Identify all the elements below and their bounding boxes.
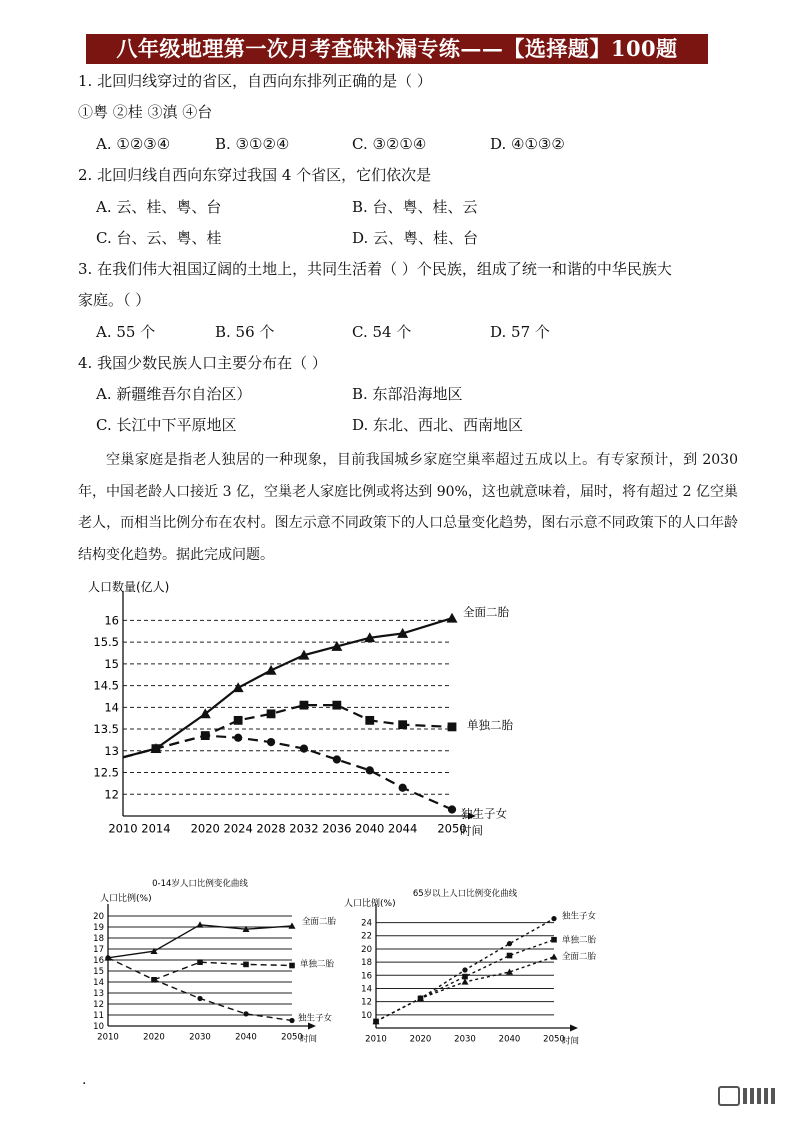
data-point (300, 744, 308, 752)
y-tick-label: 15 (93, 966, 104, 977)
data-point (197, 959, 203, 965)
y-tick-label: 10 (93, 1021, 104, 1032)
x-tick-label: 2010 (365, 1034, 387, 1045)
x-tick-label: 2040 (235, 1032, 257, 1043)
x-tick-label: 2040 (498, 1034, 521, 1045)
data-point (551, 953, 558, 959)
x-tick-label: 2030 (189, 1032, 211, 1043)
x-axis-label: 时间 (300, 1034, 318, 1045)
x-tick-label: 2028 (256, 821, 286, 836)
watermark-icon (718, 1086, 775, 1106)
y-tick-label: 14 (93, 977, 104, 988)
x-tick-label: 2030 (454, 1034, 476, 1045)
y-tick-label: 15.5 (93, 635, 119, 650)
series-label: 单独二胎 (300, 959, 335, 970)
y-tick-label: 13.5 (93, 722, 119, 737)
series-label: 全面二胎 (562, 951, 597, 962)
data-point (201, 731, 209, 739)
data-point (234, 716, 243, 725)
data-point (267, 738, 275, 746)
question-3-option-a[interactable]: A. 55 个 (96, 323, 156, 341)
x-tick-label: 2010 (108, 821, 138, 836)
series-line-3 (108, 958, 292, 1021)
data-point (289, 963, 295, 969)
x-tick-label: 2010 (97, 1032, 119, 1043)
question-2-option-c[interactable]: C. 台、云、粤、桂 (96, 229, 222, 247)
y-axis-label: 人口数量(亿人) (88, 580, 170, 594)
series-line-2 (123, 705, 452, 757)
chart-title: 65岁以上人口比例变化曲线 (412, 889, 518, 899)
x-tick-label: 2032 (289, 821, 319, 836)
y-tick-label: 14 (361, 984, 372, 995)
series-label: 单独二胎 (562, 935, 597, 946)
y-tick-label: 11 (93, 1010, 104, 1021)
data-point (234, 734, 242, 742)
x-axis-label: 时间 (562, 1036, 580, 1046)
data-point (105, 955, 110, 960)
question-3-stem-continued: 家庭。（ ） (78, 291, 151, 309)
x-axis-arrow (308, 1023, 316, 1030)
y-tick-label: 18 (361, 958, 372, 969)
data-point (233, 682, 244, 692)
data-point (289, 1018, 294, 1023)
y-tick-label: 16 (93, 955, 104, 966)
data-point (333, 755, 341, 763)
data-point (448, 805, 456, 813)
x-axis-label: 时间 (460, 823, 483, 838)
elderly-ratio-chart (340, 886, 620, 1046)
y-tick-label: 15 (104, 656, 119, 671)
series-line-3 (376, 957, 554, 1022)
question-1-stem: 1. 北回归线穿过的省区，自西向东排列正确的是（ ） (78, 72, 432, 90)
question-3-option-c[interactable]: C. 54 个 (352, 323, 412, 341)
series-label: 单独二胎 (467, 717, 513, 732)
y-tick-label: 17 (93, 944, 104, 955)
data-point (267, 709, 276, 718)
question-3-option-d[interactable]: D. 57 个 (490, 323, 550, 341)
y-tick-label: 14.5 (93, 678, 119, 693)
data-point (243, 1011, 248, 1016)
question-1-option-b[interactable]: B. ③①②④ (215, 135, 290, 153)
series-label: 独生子女 (562, 911, 597, 922)
data-point (447, 613, 458, 623)
x-tick-label: 2050 (437, 821, 467, 836)
data-point (365, 716, 374, 725)
question-4-stem: 4. 我国少数民族人口主要分布在（ ） (78, 354, 327, 372)
question-2-option-d[interactable]: D. 云、粤、桂、台 (352, 229, 479, 247)
series-line-1 (108, 925, 292, 958)
footer-mark: . (82, 1072, 87, 1088)
question-2-option-b[interactable]: B. 台、粤、桂、云 (352, 198, 478, 216)
y-tick-label: 20 (93, 911, 104, 922)
question-3-stem: 3. 在我们伟大祖国辽阔的土地上，共同生活着（ ）个民族，组成了统一和谐的中华民族大 (78, 260, 672, 278)
question-1-option-a[interactable]: A. ①②③④ (96, 135, 171, 153)
data-point (507, 941, 512, 946)
series-label: 独生子女 (298, 1013, 333, 1024)
data-point (448, 722, 457, 731)
question-4-option-c[interactable]: C. 长江中下平原地区 (96, 416, 237, 434)
x-tick-label: 2040 (355, 821, 385, 836)
y-tick-label: 16 (361, 971, 372, 982)
data-point (332, 701, 341, 710)
data-point (462, 967, 467, 972)
question-1-option-d[interactable]: D. ④①③② (490, 135, 565, 153)
data-point (398, 720, 407, 729)
y-tick-label: 19 (93, 922, 104, 933)
y-tick-label: 14 (104, 700, 119, 715)
y-tick-label: 24 (361, 918, 372, 929)
y-tick-label: 12 (104, 787, 119, 802)
question-2-stem: 2. 北回归线自西向东穿过我国 4 个省区，它们依次是 (78, 166, 432, 184)
y-tick-label: 16 (104, 613, 119, 628)
x-tick-label: 2050 (281, 1032, 303, 1043)
y-tick-label: 13 (104, 743, 119, 758)
y-tick-label: 12 (93, 999, 104, 1010)
y-tick-label: 12 (361, 997, 372, 1008)
x-tick-label: 2036 (322, 821, 352, 836)
question-1-option-c[interactable]: C. ③②①④ (352, 135, 427, 153)
y-tick-label: 20 (361, 944, 372, 955)
y-tick-label: 10 (361, 1010, 372, 1021)
series-label: 独生子女 (461, 806, 507, 821)
y-tick-label: 12.5 (93, 765, 119, 780)
data-point (399, 784, 407, 792)
y-tick-label: 18 (93, 933, 104, 944)
x-tick-label: 2020 (143, 1032, 165, 1043)
series-label: 全面二胎 (302, 916, 337, 927)
x-tick-label: 2020 (190, 821, 220, 836)
data-point (300, 701, 309, 710)
question-3-option-b[interactable]: B. 56 个 (215, 323, 275, 341)
y-tick-label: 13 (93, 988, 104, 999)
x-axis-arrow (570, 1025, 578, 1032)
data-point (197, 996, 202, 1001)
data-point (152, 744, 160, 752)
question-1-items: ①粤 ②桂 ③滇 ④台 (78, 103, 213, 121)
x-tick-label: 2014 (141, 821, 171, 836)
y-axis-label: 人口比例(%) (100, 894, 152, 904)
y-tick-label: 22 (361, 931, 372, 942)
population-total-chart (80, 575, 520, 843)
data-point (243, 962, 249, 968)
data-point (507, 953, 513, 959)
data-point (551, 916, 556, 921)
y-axis-label: 人口比例(%) (344, 899, 396, 909)
child-ratio-chart (78, 876, 348, 1046)
data-point (151, 977, 156, 982)
data-point (266, 665, 277, 675)
x-tick-label: 2050 (543, 1034, 565, 1045)
question-4-option-b[interactable]: B. 东部沿海地区 (352, 385, 463, 403)
x-tick-label: 2020 (409, 1034, 432, 1045)
data-point (551, 937, 557, 943)
page-title: 八年级地理第一次月考查缺补漏专练——【选择题】100题 (86, 34, 708, 64)
question-2-option-a[interactable]: A. 云、桂、粤、台 (96, 198, 222, 216)
x-tick-label: 2024 (223, 821, 253, 836)
reading-passage: 空巢家庭是指老人独居的一种现象，目前我国城乡家庭空巢率超过五成以上。有专家预计，到 2030 年，中国老龄人口接近 3 亿，空巢老人家庭比例或将达到 90%，这也就意味着，届时，将有超过 2 亿空巢老人，而相当比例分布在农村。图左示意不同政策下的人口总量变化趋势，图右示意不同政策下的人口年龄结构变化趋势。据此完成问题。 (78, 452, 738, 563)
data-point (366, 766, 374, 774)
series-label: 全面二胎 (463, 605, 509, 620)
series-line-1 (123, 618, 452, 757)
question-4-option-d[interactable]: D. 东北、西北、西南地区 (352, 416, 524, 434)
question-4-option-a[interactable]: A. 新疆维吾尔自治区） (96, 385, 252, 403)
x-tick-label: 2044 (388, 821, 418, 836)
chart-title: 0-14岁人口比例变化曲线 (152, 879, 248, 889)
